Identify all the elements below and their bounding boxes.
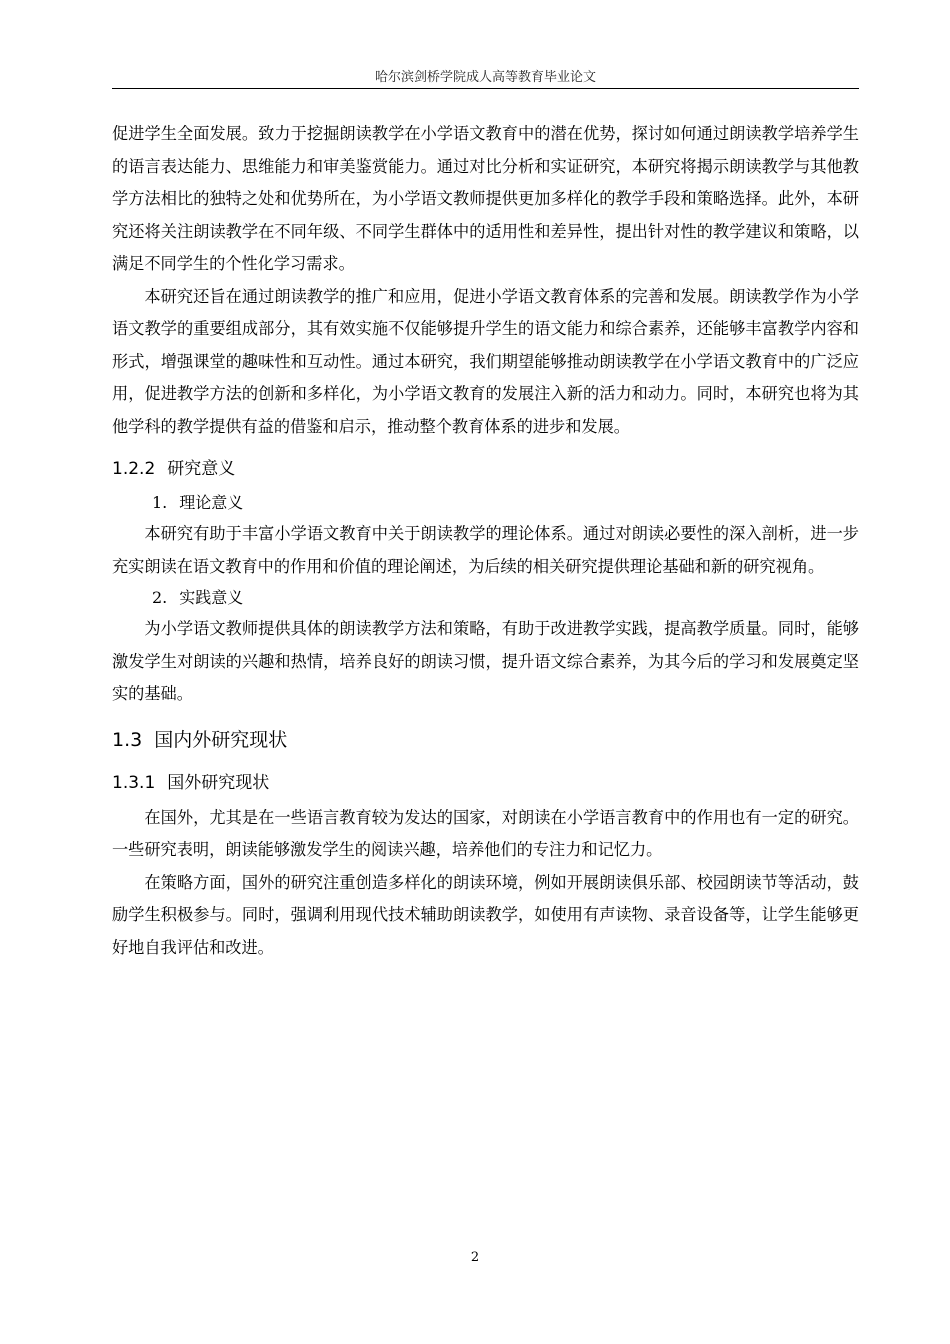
section-heading-1-3-1 [112,767,859,799]
body-paragraph: 在国外，尤其是在一些语言教育较为发达的国家，对朗读在小学语言教育中的作用也有一定的研究。一些研究表明，朗读能够激发学生的阅读兴趣，培养他们的专注力和记忆力。 [112,807,859,859]
body-paragraph: 为小学语文教师提供具体的朗读教学方法和策略，有助于改进教学实践，提高教学质量。同时，能够激发学生对朗读的兴趣和热情，培养良好的朗读习惯，提升语文综合素养，为其今后的学习和发展奠定坚实的基础。 [112,619,859,703]
body-paragraph: 促进学生全面发展。致力于挖掘朗读教学在小学语文教育中的潜在优势，探讨如何通过朗读教学培养学生的语言表达能力、思维能力和审美鉴赏能力。通过对比分析和实证研究，本研究将揭示朗读教学与其他教学方法相比的独特之处和优势所在，为小学语文教师提供更加多样化的教学手段和策略选择。此外，本研究还将关注朗读教学在不同年级、不同学生群体中的适用性和差异性，提出针对性的教学建议和策略，以满足不同学生的个性化学习需求。 [112,124,859,273]
section-number: 1.2.2 [112,459,156,479]
list-item [112,488,859,518]
section-heading-1-3 [112,723,859,757]
body-paragraph: 在策略方面，国外的研究注重创造多样化的朗读环境，例如开展朗读俱乐部、校园朗读节等活动，鼓励学生积极参与。同时，强调利用现代技术辅助朗读教学，如使用有声读物、录音设备等，让学生能够更好地自我评估和改进。 [112,872,859,957]
section-title: 国外研究现状 [167,772,270,793]
body-paragraph: 本研究有助于丰富小学语文教育中关于朗读教学的理论体系。通过对朗读必要性的深入剖析，进一步充实朗读在语文教育中的作用和价值的理论阐述，为后续的相关研究提供理论基础和新的研究视角。 [112,524,859,576]
section-number: 1.3 [112,728,143,751]
list-item-label: 实践意义 [179,588,244,607]
section-title: 研究意义 [167,459,236,479]
page-header: 哈尔滨剑桥学院成人高等教育毕业论文 [374,70,596,85]
header-divider [112,88,859,89]
list-item-number: 1. [152,493,168,512]
body-paragraph: 本研究还旨在通过朗读教学的推广和应用，促进小学语文教育体系的完善和发展。朗读教学作为小学语文教学的重要组成部分，其有效实施不仅能够提升学生的语文能力和综合素养，还能够丰富教学内容和形式，增强课堂的趣味性和互动性。通过本研究，我们期望能够推动朗读教学在小学语文教育中的广泛应用，促进教学方法的创新和多样化，为小学语文教育的发展注入新的活力和动力。同时，本研究也将为其他学科的教学提供有益的借鉴和启示，推动整个教育体系的进步和发展。 [112,286,859,436]
section-title: 国内外研究现状 [154,728,288,751]
list-item-label: 理论意义 [179,493,244,512]
section-number: 1.3.1 [112,772,156,793]
list-item-number: 2. [152,588,168,607]
page-number: 2 [470,1250,480,1265]
document-body [112,118,859,964]
section-heading-1-2-2 [112,453,859,485]
list-item [112,583,859,613]
